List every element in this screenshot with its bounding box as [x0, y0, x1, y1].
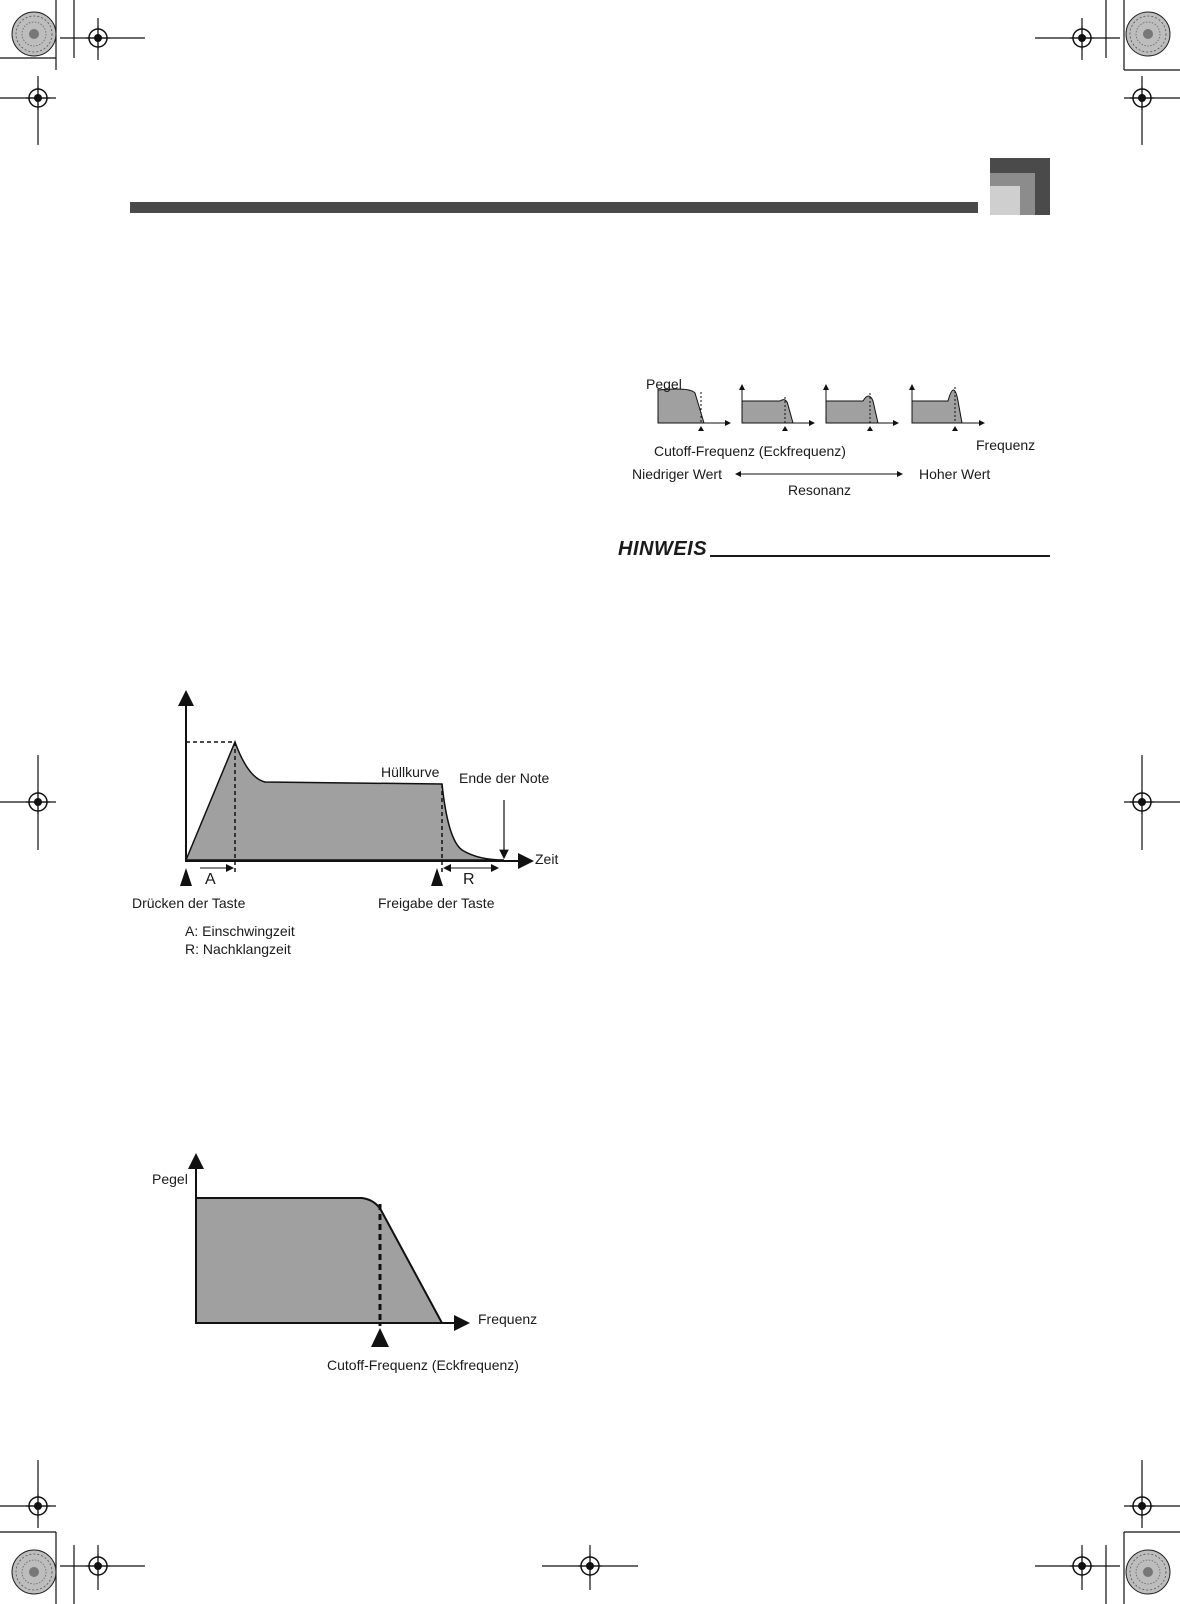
resonance-graph-4: [912, 385, 984, 431]
legend-release: R: Nachklangzeit: [185, 941, 291, 957]
envelope-shape: [186, 742, 504, 860]
key-press-label: Drücken der Taste: [132, 895, 246, 911]
time-axis-label: Zeit: [535, 851, 559, 867]
legend-attack: A: Einschwingzeit: [185, 923, 295, 939]
key-press-marker: [180, 868, 192, 886]
envelope-label: Hüllkurve: [381, 764, 440, 780]
resonance-cutoff-label: Cutoff-Frequenz (Eckfrequenz): [654, 443, 846, 459]
cutoff-frequency-label: Frequenz: [478, 1311, 538, 1327]
cutoff-shape: [196, 1198, 442, 1323]
resonance-level-label: Pegel: [646, 376, 682, 392]
resonance-graph-3: [826, 385, 898, 431]
resonance-frequency-label: Frequenz: [976, 437, 1036, 453]
resonance-graph-2: [742, 385, 814, 431]
note-heading: HINWEIS: [618, 538, 708, 560]
section-tab: [990, 158, 1050, 215]
cutoff-caption: Cutoff-Frequenz (Eckfrequenz): [327, 1357, 519, 1373]
envelope-graph: [140, 690, 560, 910]
cutoff-marker: [371, 1328, 389, 1347]
release-label: R: [463, 871, 475, 888]
cutoff-graph: [150, 1150, 550, 1380]
header-bar: [130, 202, 978, 213]
resonance-graph-1: [658, 389, 730, 431]
end-of-note-label: Ende der Note: [459, 770, 550, 786]
resonance-label: Resonanz: [788, 482, 852, 498]
resonance-high-label: Hoher Wert: [919, 466, 991, 482]
cutoff-level-label: Pegel: [152, 1171, 188, 1187]
resonance-low-label: Niedriger Wert: [632, 466, 722, 482]
note-heading-rule: [710, 555, 1050, 557]
key-release-label: Freigabe der Taste: [378, 895, 495, 911]
key-release-marker: [431, 868, 443, 886]
attack-label: A: [205, 871, 216, 888]
